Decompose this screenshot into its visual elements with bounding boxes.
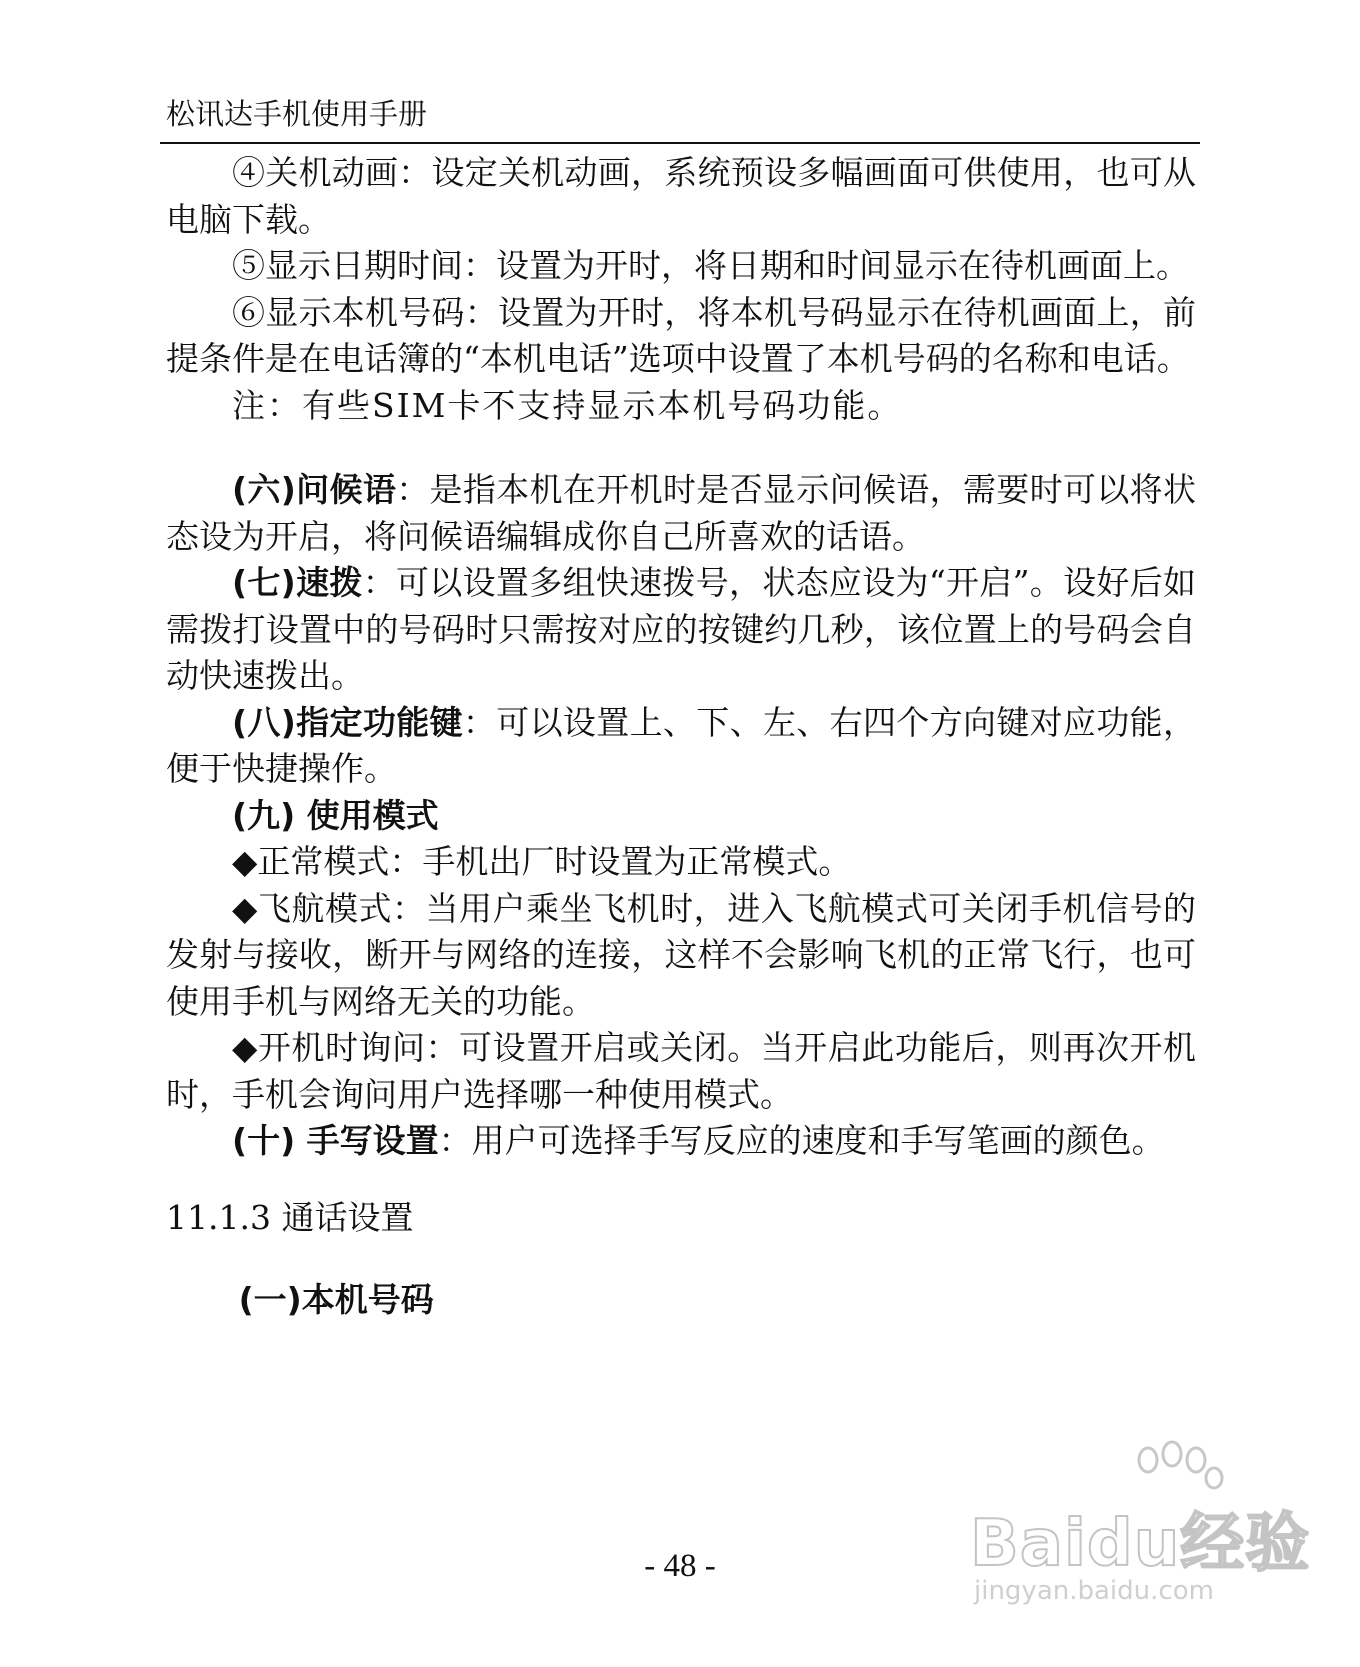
paragraph-show-number: ⑥显示本机号码：设置为开时，将本机号码显示在待机画面上，前提条件是在电话簿的“本机电话”选项中设置了本机号码的名称和电话。	[166, 292, 1196, 378]
section-number: 11.1.3	[166, 1197, 271, 1237]
header-rule	[160, 142, 1200, 144]
function-keys-text: ：可以设置上、下、左、右四个方向键对应功能，便于快捷操作。	[166, 702, 1197, 788]
paragraph-greeting	[166, 467, 1196, 560]
bullet-normal-mode: ◆正常模式：手机出厂时设置为正常模式。	[232, 842, 852, 881]
handwriting-text: ：用户可选择手写反应的速度和手写笔画的颜色。	[438, 1121, 1165, 1160]
usage-mode-label: (九) 使用模式	[232, 795, 439, 835]
spacer	[166, 1165, 1196, 1195]
greeting-label: (六)问候语	[232, 470, 397, 509]
spacer	[166, 1241, 1196, 1277]
paragraph-handwriting	[166, 1118, 1196, 1165]
page-number: - 48 -	[644, 1548, 716, 1584]
section-title: 通话设置	[281, 1197, 414, 1237]
bullet-boot-prompt: ◆开机时询问：可设置开启或关闭。当开启此功能后，则再次开机时，手机会询问用户选择哪一种使用模式。	[166, 1028, 1196, 1114]
section-heading	[166, 1195, 1196, 1242]
paragraph-function-keys	[166, 700, 1196, 793]
paragraph-show-datetime: ⑤显示日期时间：设置为开时，将日期和时间显示在待机画面上。	[232, 246, 1189, 285]
watermark-brand: Baidu经验	[970, 1507, 1311, 1581]
speed-dial-text: ：可以设置多组快速拨号，状态应设为“开启”。设好后如需拨打设置中的号码时只需按对应的按键约几秒，该位置上的号码会自动快速拨出。	[166, 563, 1196, 695]
note: 注：有些SIM卡不支持显示本机号码功能。	[232, 385, 903, 425]
paragraph-speed-dial	[166, 560, 1196, 700]
paw-icon	[970, 1440, 1290, 1500]
handwriting-label: (十) 手写设置	[232, 1121, 439, 1160]
spacer	[166, 429, 1196, 467]
subsection-heading: (一)本机号码	[238, 1280, 434, 1319]
document-header: 松讯达手机使用手册	[166, 97, 428, 131]
baidu-watermark	[970, 1440, 1311, 1610]
speed-dial-label: (七)速拨	[232, 563, 363, 602]
paragraph-shutdown-animation: ④关机动画：设定关机动画，系统预设多幅画面可供使用，也可从电脑下载。	[166, 153, 1196, 239]
paragraph-usage-mode	[166, 793, 1196, 840]
watermark-url: jingyan.baidu.com	[974, 1576, 1214, 1606]
bullet-flight-mode: ◆飞航模式：当用户乘坐飞机时，进入飞航模式可关闭手机信号的发射与接收，断开与网络的连接，这样不会影响飞机的正常飞行，也可使用手机与网络无关的功能。	[166, 888, 1196, 1021]
greeting-text: ：是指本机在开机时是否显示问候语，需要时可以将状态设为开启，将问候语编辑成你自己所喜欢的话语。	[166, 470, 1196, 556]
function-keys-label: (八)指定功能键	[232, 702, 463, 742]
page-body	[166, 150, 1196, 1324]
